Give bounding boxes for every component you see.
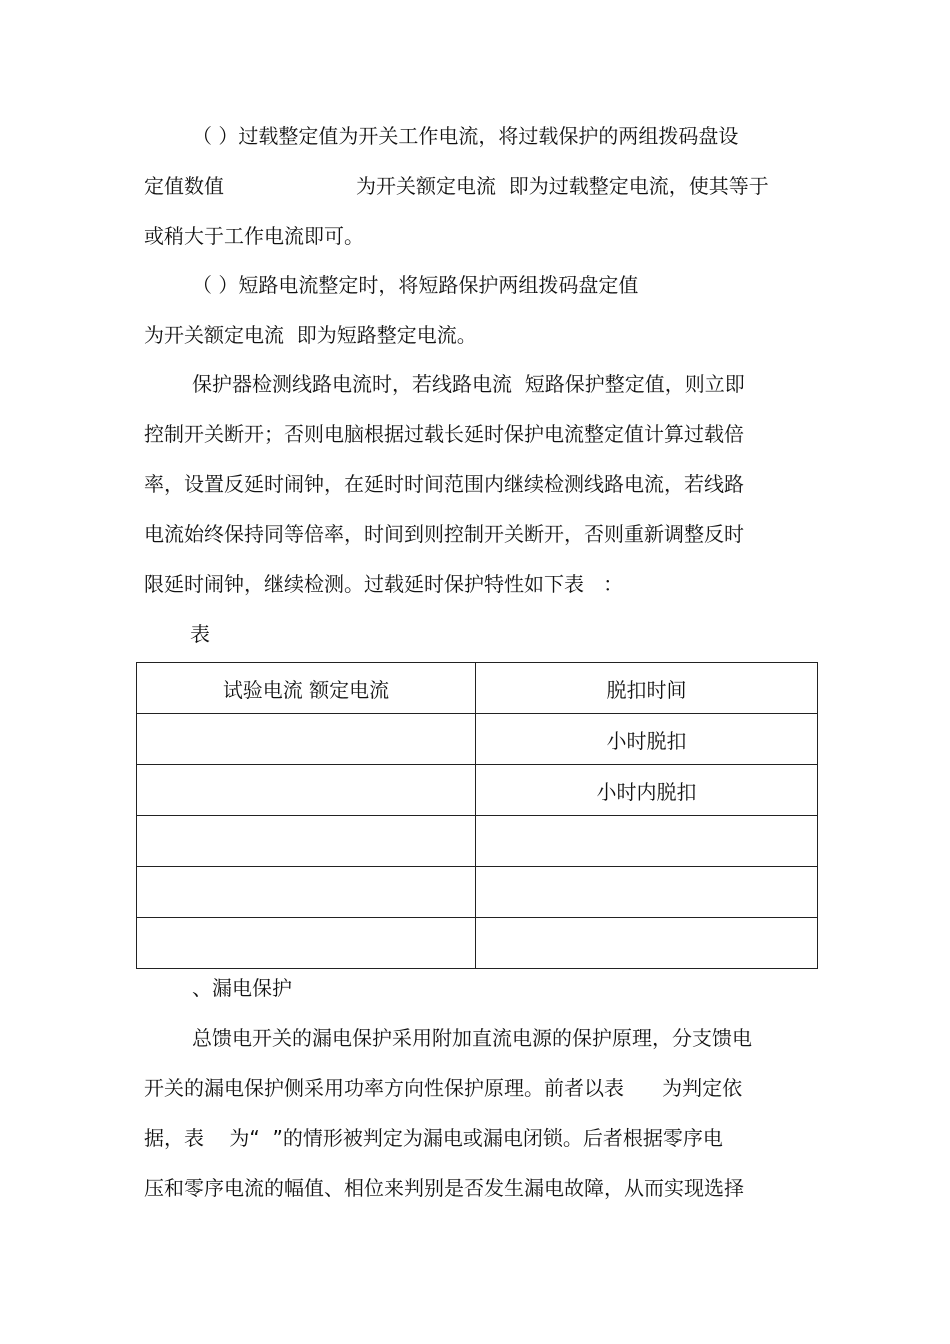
paragraph-line: 为开关额定电流 即为短路整定电流。 — [144, 323, 477, 347]
table-row — [137, 918, 818, 969]
paragraph-line: （ ）短路电流整定时，将短路保护两组拨码盘定值 — [192, 273, 639, 297]
table-header-cell: 脱扣时间 — [476, 663, 818, 714]
table-cell — [137, 867, 476, 918]
paragraph-line: 限延时闹钟，继续检测。过载延时保护特性如下表 ： — [144, 572, 624, 596]
table-cell — [476, 816, 818, 867]
table-cell: 小时内脱扣 — [476, 765, 818, 816]
paragraph-line: 控制开关断开；否则电脑根据过载长延时保护电流整定值计算过载倍 — [144, 422, 744, 446]
paragraph-line: 电流始终保持同等倍率，时间到则控制开关断开，否则重新调整反时 — [144, 522, 744, 546]
table-caption: 表 — [190, 622, 210, 646]
table-row — [137, 867, 818, 918]
table-cell — [137, 816, 476, 867]
paragraph-line: 压和零序电流的幅值、相位来判别是否发生漏电故障，从而实现选择 — [144, 1176, 744, 1200]
table-row — [137, 816, 818, 867]
table-cell — [137, 714, 476, 765]
paragraph-line: 总馈电开关的漏电保护采用附加直流电源的保护原理，分支馈电 — [192, 1026, 752, 1050]
table-header-row — [137, 663, 818, 714]
paragraph-line: 据，表 为“ ”的情形被判定为漏电或漏电闭锁。后者根据零序电 — [144, 1126, 723, 1150]
paragraph-line: （ ）过载整定值为开关工作电流，将过载保护的两组拨码盘设 — [192, 124, 739, 148]
table-cell — [137, 918, 476, 969]
table-cell — [476, 918, 818, 969]
paragraph-line: 开关的漏电保护侧采用功率方向性保护原理。前者以表 为判定依 — [144, 1076, 743, 1100]
table-row — [137, 765, 818, 816]
paragraph-line: 定值数值 — [144, 174, 224, 198]
paragraph-line: 保护器检测线路电流时，若线路电流 短路保护整定值，则立即 — [192, 372, 745, 396]
table-cell — [476, 867, 818, 918]
table-row — [137, 714, 818, 765]
paragraph-line: 或稍大于工作电流即可。 — [144, 224, 364, 248]
trip-characteristics-table — [136, 662, 818, 969]
paragraph-line: 率，设置反延时闹钟，在延时时间范围内继续检测线路电流，若线路 — [144, 472, 744, 496]
paragraph-line: 为开关额定电流 即为过载整定电流，使其等于 — [356, 174, 769, 198]
table-cell: 小时脱扣 — [476, 714, 818, 765]
table-cell — [137, 765, 476, 816]
table-header-cell: 试验电流 额定电流 — [137, 663, 476, 714]
section-heading: 、漏电保护 — [192, 976, 292, 1000]
